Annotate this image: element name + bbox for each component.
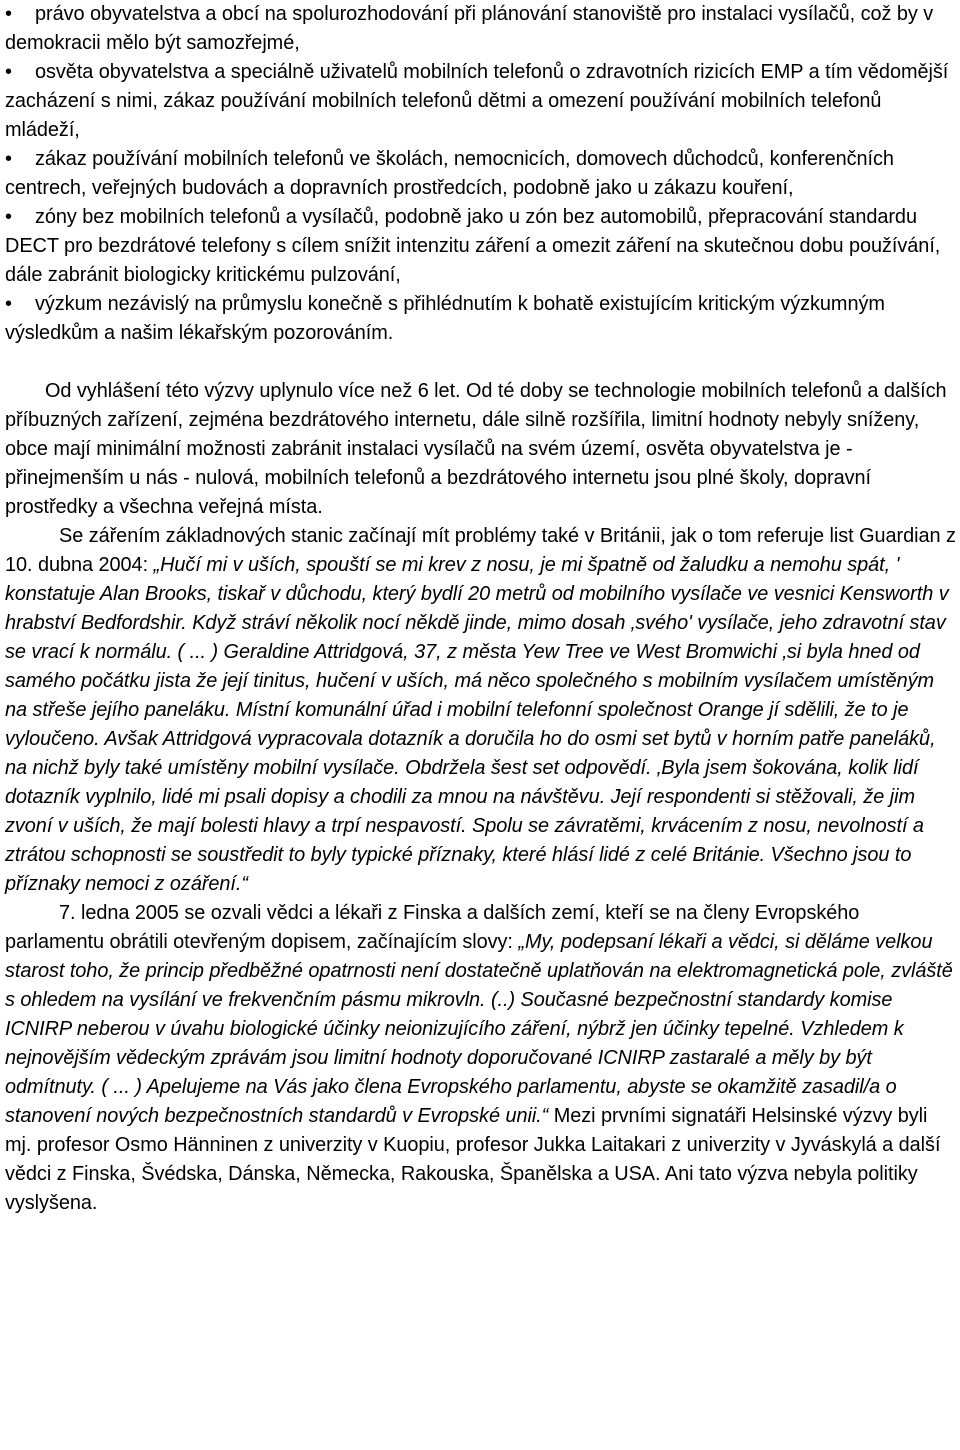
list-item	[5, 290, 956, 348]
list-item	[5, 203, 956, 290]
list-item-text: osvěta obyvatelstva a speciálně uživatelů mobilních telefonů o zdravotních rizicích EMP a tím vědomější zacházení s nimi, zákaz používání mobilních telefonů dětmi a omezení používání mobilních telefonů mládeží,	[5, 61, 949, 141]
bullet-marker: •	[5, 3, 12, 25]
bullet-marker: •	[5, 148, 12, 170]
bullet-marker: •	[5, 206, 12, 228]
list-item	[5, 145, 956, 203]
paragraph-britain	[5, 522, 956, 899]
paragraph-helsinki-intro: 7. ledna 2005 se ozvali vědci a lékaři z Finska a dalších zemí, kteří se na členy Evropského parlamentu obrátili otevřeným dopisem, začínajícím slovy:	[5, 902, 860, 953]
list-item-text: zákaz používání mobilních telefonů ve školách, nemocnicích, domovech důchodců, konferenčních centrech, veřejných budovách a dopravních prostředcích, podobně jako u zákazu kouření,	[5, 148, 894, 199]
paragraph-six-years: Od vyhlášení této výzvy uplynulo více než 6 let. Od té doby se technologie mobilních telefonů a dalších příbuzných zařízení, zejména bezdrátového internetu, dále silně rozšířila, limitní hodnoty nebyly sníženy, obce mají minimální možnosti zabránit instalaci vysílačů na svém území, osvěta obyvatelstva je - přinejmenším u nás - nulová, mobilních telefonů a bezdrátového internetu jsou plné školy, dopravní prostředky a všechna veřejná místa.	[5, 380, 947, 518]
paragraph-helsinki-appeal	[5, 899, 956, 1218]
list-item	[5, 58, 956, 145]
bullet-marker: •	[5, 61, 12, 83]
paragraph-helsinki-outro: Mezi prvními signatáři Helsinské výzvy byli mj. profesor Osmo Hänninen z univerzity v Kuopiu, profesor Jukka Laitakari z univerzity v Jyváskylá a další vědci z Finska, Švédska, Dánska, Německa, Rakouska, Španělska a USA. Ani tato výzva nebyla politiky vyslyšena.	[5, 1105, 941, 1214]
list-item-text: právo obyvatelstva a obcí na spolurozhodování při plánování stanoviště pro instalaci vysílačů, což by v demokracii mělo být samozřejmé,	[5, 3, 934, 54]
list-item-text: výzkum nezávislý na průmyslu konečně s přihlédnutím k bohatě existujícím kritickým výzkumným výsledkům a našim lékařským pozorováním.	[5, 293, 885, 344]
guardian-quote: „Hučí mi v uších, spouští se mi krev z nosu, je mi špatně od žaludku a nemohu spát, ' konstatuje Alan Brooks, tiskař v důchodu, který bydlí 20 metrů od mobilního vysílače ve vesnici Kensworth v hrabství Bedfordshir. Když stráví několik nocí někdě jinde, mimo dosah ‚svého' vysílače, jeho zdravotní stav se vrací k normálu. ( ... ) Geraldine Attridgová, 37, z města Yew Tree ve West Bromwichi ‚si byla hned od samého počátku jista že její tinitus, hučení v uších, má něco společného s mobilním vysílačem umístěným na střeše jejího paneláku. Místní komunální úřad i mobilní telefonní společnost Orange jí sdělili, že to je vyloučeno. Avšak Attridgová vypracovala dotazník a doručila ho do osmi set bytů v horním patře paneláků, na nichž byly také umístěny mobilní vysílače. Obdržela šest set odpovědí. ‚Byla jsem šokována, kolik lidí dotazník vyplnilo, lidé mi psali dopisy a chodili za mnou na návštěvu. Její respondenti si stěžovali, že jim zvoní v uších, že mají bolesti hlavy a trpí nespavostí. Spolu se závratěmi, krvácením z nosu, nevolností a ztrátou schopnosti se soustředit to byly typické příznaky, které hlásí lidé z celé Británie. Všechno jsou to příznaky nemoci z ozáření.“	[5, 554, 949, 895]
list-item-text: zóny bez mobilních telefonů a vysílačů, podobně jako u zón bez automobilů, přepracování standardu DECT pro bezdrátové telefony s cílem snížit intenzitu záření a omezit záření na skutečnou dobu používání, dále zabránit biologicky kritickému pulzování,	[5, 206, 941, 286]
demands-list	[5, 0, 956, 348]
paragraph-britain-intro: Se zářením základnových stanic začínají mít problémy také v Británii, jak o tom referuje list Guardian z 10. dubna 2004:	[5, 525, 956, 576]
open-letter-quote: „My, podepsaní lékaři a vědci, si děláme velkou starost toho, že princip předběžné opatrnosti není dostatečně uplatňován na elektromagnetická pole, zvláště s ohledem na vysílání ve frekvenčním pásmu mikrovln. (..) Současné bezpečnostní standardy komise ICNIRP neberou v úvahu biologické účinky neionizujícího záření, nýbrž jen účinky tepelné. Vzhledem k nejnovějším vědeckým zprávám jsou limitní hodnoty doporučované ICNIRP zastaralé a měly by být odmítnuty. ( ... ) Apelujeme na Vás jako člena Evropského parlamentu, abyste se okamžitě zasadil/a o stanovení nových bezpečnostních standardů v Evropské unii.“	[5, 931, 953, 1127]
bullet-marker: •	[5, 293, 12, 315]
list-item	[5, 0, 956, 58]
